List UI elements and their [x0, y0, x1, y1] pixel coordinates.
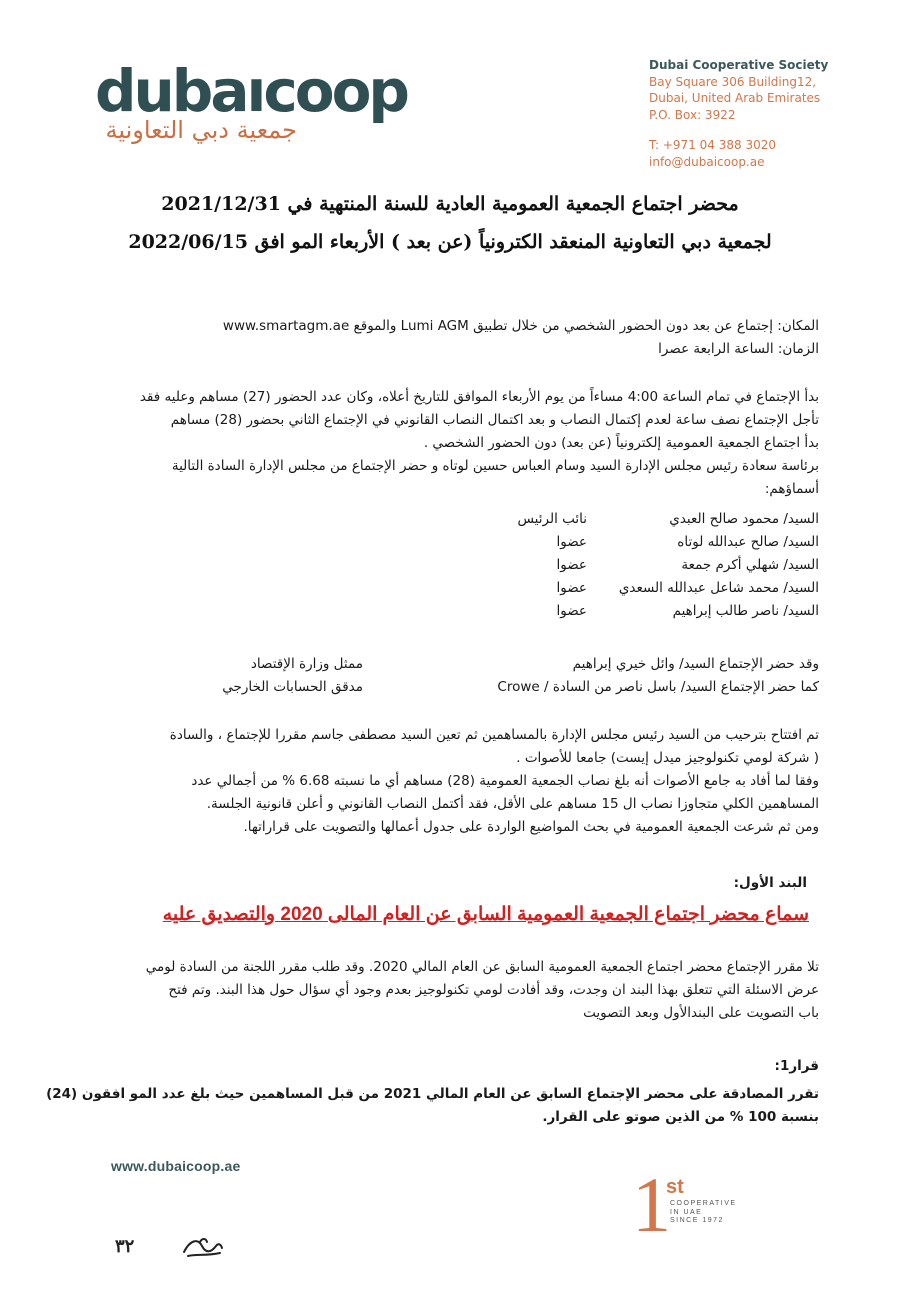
handwritten-page-note: ٣٢	[115, 1236, 135, 1257]
paragraph-line: بدأ الإجتماع في تمام الساعة 4:00 مساءاً من يوم الأربعاء الموافق للتاريخ أعلاه، وكان عدد الحضور (27) مساهم وعليه فقد	[139, 389, 819, 405]
list-item	[108, 554, 819, 577]
member-name: السيد/ ناصر طالب إبراهيم	[672, 603, 819, 619]
member-role: عضوا	[556, 580, 587, 596]
attendee-description: وقد حضر الإجتماع السيد/ وائل خيري إبراهيم	[572, 656, 819, 672]
paragraph-line: بنسبة 100 % من الذين صوتو على القرار.	[542, 1109, 819, 1125]
address-line-1: Bay Square 306 Building12,	[649, 74, 817, 89]
proceedings-paragraph	[108, 724, 819, 839]
decision-text	[46, 1083, 819, 1129]
item-discussion-paragraph	[108, 956, 819, 1025]
badge-text	[670, 1200, 737, 1226]
logo-wordmark-suffix: coop	[263, 57, 407, 125]
member-role: عضوا	[556, 557, 587, 573]
attendee-description: كما حضر الإجتماع السيد/ باسل ناصر من السادة / Crowe	[497, 679, 819, 695]
paragraph-line: ( شركة لومي تكنولوجيز ميدل إيست) جامعا للأصوات .	[516, 750, 819, 766]
paragraph-line: عرض الاسئلة التي تتعلق بهذا البند ان وجدت، وقد أفادت لومي تكنولوجيز بعدم وجود أي سؤال حول هذا البند. وتم فتح	[168, 982, 819, 998]
paragraph-line: تلا مقرر الإجتماع محضر اجتماع الجمعية العمومية السابق عن العام المالي 2020. وقد طلب مقرر اللجنة من السادة لومي	[145, 959, 819, 975]
paragraph-line: أسماؤهم:	[764, 481, 819, 497]
opening-paragraph	[108, 386, 819, 501]
paragraph-line: تقرر المصادقة على محضر الإجتماع السابق عن العام المالي 2021 من قبل المساهمين حيث بلغ عدد المو افقون (24)	[46, 1086, 819, 1102]
footer-website-link[interactable]: www.dubaicoop.ae	[111, 1158, 241, 1174]
decision-label: قرار1:	[774, 1058, 819, 1074]
address-line-2: Dubai, United Arab Emirates	[649, 91, 821, 105]
meeting-time: الزمان: الساعة الرابعة عصرا	[658, 341, 819, 357]
badge-number: 1	[632, 1161, 671, 1248]
document-title-line-1: محضر اجتماع الجمعية العمومية العادية للسنة المنتهية في 2021/12/31	[161, 193, 739, 215]
paragraph-line: بدأ اجتماع الجمعية العمومية إلكترونياً (عن بعد) دون الحضور الشخصي .	[423, 435, 819, 451]
badge-suffix: st	[666, 1176, 684, 1198]
document-title-line-2: لجمعية دبي التعاونية المنعقد الكترونياً (عن بعد ) الأربعاء المو افق 2022/06/15	[128, 231, 772, 253]
paragraph-line: المساهمين الكلي متجاوزا نصاب ال 15 مساهم على الأقل، فقد أكتمل النصاب القانوني و أعلن قانونية الجلسة.	[206, 796, 819, 812]
paragraph-line: تم افتتاح بترحيب من السيد رئيس مجلس الإدارة بالمساهمين ثم تعين السيد مصطفى جاسم مقررا للإجتماع ، والسادة	[169, 727, 819, 743]
meeting-place: المكان: إجتماع عن بعد دون الحضور الشخصي من خلال تطبيق Lumi AGM والموقع www.smartagm.ae	[222, 318, 819, 334]
badge-line: COOPERATIVE	[670, 1200, 737, 1207]
member-name: السيد/ صالح عبدالله لوتاه	[677, 534, 819, 550]
list-item	[108, 577, 819, 600]
logo-arabic-text: جمعية دبي التعاونية	[105, 116, 297, 144]
meeting-meta	[108, 315, 819, 361]
paragraph-line: برئاسة سعادة رئيس مجلس الإدارة السيد وسام العباس حسين لوتاه و حضر الإجتماع من مجلس الإدارة السادة التالية	[171, 458, 819, 474]
list-item	[108, 531, 819, 554]
board-members-list	[108, 508, 819, 623]
signature-mark	[180, 1232, 225, 1262]
member-role: عضوا	[556, 534, 587, 550]
organization-contact-block	[649, 57, 828, 170]
member-name: السيد/ محمد شاعل عبدالله السعدي	[618, 580, 819, 596]
member-name: السيد/ شهلي أكرم جمعة	[681, 557, 819, 573]
member-name: السيد/ محمود صالح العبدي	[669, 511, 819, 527]
logo-wordmark-prefix: dubaı	[95, 57, 264, 125]
attendee-role: مدقق الحسابات الخارجي	[222, 679, 363, 695]
badge-line: SINCE 1972	[670, 1217, 724, 1224]
po-box: P.O. Box: 3922	[649, 107, 736, 122]
paragraph-line: تأجل الإجتماع نصف ساعة لعدم إكتمال النصاب و بعد اكتمال النصاب القانوني في الإجتماع الثاني بحضور (28) مساهم	[170, 412, 819, 428]
organization-name: Dubai Cooperative Society	[649, 58, 829, 72]
list-item	[108, 676, 819, 699]
other-attendees-list	[108, 653, 819, 699]
attendee-role: ممثل وزارة الإقتصاد	[250, 656, 363, 672]
item-heading: سماع محضر اجتماع الجمعية العمومية السابق عن العام المالى 2020 والتصديق عليه	[162, 904, 809, 925]
list-item	[108, 653, 819, 676]
member-role: نائب الرئيس	[517, 511, 587, 527]
list-item	[108, 600, 819, 623]
email-address: info@dubaicoop.ae	[649, 154, 765, 169]
paragraph-line: ومن ثم شرعت الجمعية العمومية في بحث المواضيع الواردة على جدول أعمالها والتصويت على قراراتها.	[243, 819, 819, 835]
badge-line: IN UAE	[670, 1208, 703, 1216]
phone-number: T: +971 04 388 3020	[649, 138, 776, 152]
item-label: البند الأول:	[733, 875, 807, 891]
paragraph-line: وفقا لما أفاد به جامع الأصوات أنه بلغ نصاب الجمعية العمومية (28) مساهم أي ما نسبته 6.68 % من أجمالي عدد	[191, 773, 819, 789]
paragraph-line: باب التصويت على البندالأول وبعد التصويت	[583, 1005, 819, 1021]
list-item	[108, 508, 819, 531]
logo-wordmark	[95, 57, 407, 125]
member-role: عضوا	[556, 603, 587, 619]
first-cooperative-badge	[632, 1161, 762, 1248]
